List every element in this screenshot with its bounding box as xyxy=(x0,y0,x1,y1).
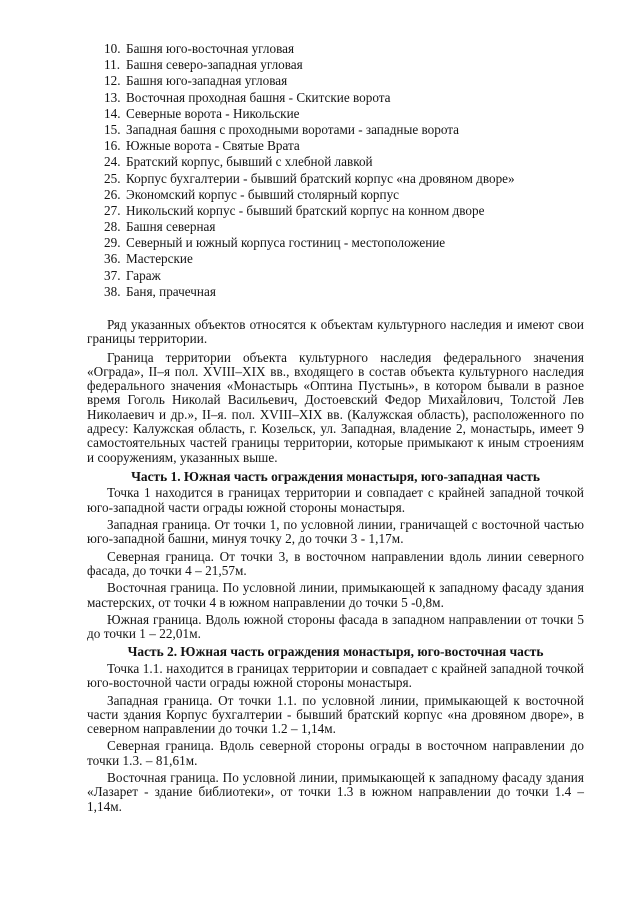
list-item-text: Баня, прачечная xyxy=(126,283,216,299)
list-item xyxy=(104,235,515,251)
list-item-text: Башня юго-восточная угловая xyxy=(126,41,295,56)
list-item-number: 37. xyxy=(104,267,121,283)
list-item-text: Северный и южный корпуса гостиниц - местоположение xyxy=(126,235,446,251)
part2-east-boundary: Восточная граница. По условной линии, примыкающей к западному фасаду здания «Лазарет - здание библиотеки», от точки 1.3 в южном направлении до точки 1.4 – 1,14м. xyxy=(87,770,584,814)
list-item xyxy=(104,90,515,106)
list-item xyxy=(104,138,515,154)
list-item xyxy=(104,219,515,235)
list-item xyxy=(104,41,515,57)
list-item-text: Гараж xyxy=(126,267,161,283)
list-item-text: Башня северо-западная угловая xyxy=(126,57,303,73)
list-item xyxy=(104,251,515,267)
list-item xyxy=(104,203,515,219)
list-item-text: Корпус бухгалтерии - бывший братский корпус «на дровяном дворе» xyxy=(126,170,515,186)
list-item-text: Башня северная xyxy=(126,219,216,235)
intro-paragraph: Ряд указанных объектов относятся к объектам культурного наследия и имеют свои границы территории. xyxy=(87,317,584,347)
part1-point-paragraph: Точка 1 находится в границах территории и совпадает с крайней западной точкой юго-западной части ограды южной стороны монастыря. xyxy=(87,485,584,515)
list-item-number: 10. xyxy=(104,41,121,56)
part1-heading: Часть 1. Южная часть ограждения монастыря, юго-западная часть xyxy=(131,468,540,484)
list-item-text: Братский корпус, бывший с хлебной лавкой xyxy=(126,154,373,170)
list-item xyxy=(104,122,515,138)
list-item-text: Мастерские xyxy=(126,251,193,267)
list-item-number: 24. xyxy=(104,154,121,170)
list-item xyxy=(104,154,515,170)
boundary-paragraph: Граница территории объекта культурного наследия федерального значения «Ограда», II–я пол. XVIII–XIX вв., входящего в состав объекта культурного наследия федерального значения «Монастырь «Оптина Пустынь», в котором бывали в разное время Гоголь Николай Васильевич, Достоевский Федор Михайлович, Толстой Лев Николаевич и др.», II–я. пол. XVIII–XIX вв. (Калужская область), расположенного по адресу: Калужская область, г. Козельск, ул. Западная, владение 2, монастырь, имеет 9 самостоятельных частей границы территории, которые примыкают к иным строениям и сооружениям, указанных выше. xyxy=(87,349,584,465)
list-item-number: 36. xyxy=(104,251,121,267)
list-item-text: Западная башня с проходными воротами - западные ворота xyxy=(126,121,460,137)
document-body xyxy=(87,318,584,817)
part1-west-boundary: Западная граница. От точки 1, по условной линии, граничащей с восточной частью юго-западной башни, минуя точку 2, до точки 3 - 1,17м. xyxy=(87,517,584,547)
list-item-number: 12. xyxy=(104,73,121,89)
list-item-text: Восточная проходная башня - Скитские ворота xyxy=(126,89,391,105)
part2-heading: Часть 2. Южная часть ограждения монастыря, юго-восточная часть xyxy=(127,644,544,660)
part2-point-paragraph: Точка 1.1. находится в границах территории и совпадает с крайней западной точкой юго-восточной части ограды южной стороны монастыря. xyxy=(87,660,584,691)
list-item-text: Северные ворота - Никольские xyxy=(126,105,300,121)
list-item xyxy=(104,57,515,73)
list-item-number: 26. xyxy=(104,186,121,202)
list-item-text: Экономский корпус - бывший столярный корпус xyxy=(126,186,400,202)
list-item xyxy=(104,268,515,284)
object-list xyxy=(104,41,515,300)
part1-south-boundary: Южная граница. Вдоль южной стороны фасада в западном направлении от точки 5 до точки 1 – 22,01м. xyxy=(87,611,584,642)
list-item-number: 11. xyxy=(104,57,120,73)
list-item-text: Южные ворота - Святые Врата xyxy=(126,138,300,154)
list-item-number: 15. xyxy=(104,121,121,137)
list-item xyxy=(104,73,515,89)
list-item-number: 38. xyxy=(104,283,121,299)
list-item xyxy=(104,187,515,203)
part2-north-boundary: Северная граница. Вдоль северной стороны ограды в восточном направлении до точки 1.3. – 81,61м. xyxy=(87,738,584,768)
list-item-number: 16. xyxy=(104,138,121,154)
list-item-number: 13. xyxy=(104,89,121,105)
list-item-number: 27. xyxy=(104,202,121,218)
part1-east-boundary: Восточная граница. По условной линии, примыкающей к западному фасаду здания мастерских, от точки 4 в южном направлении до точки 5 -0,8м. xyxy=(87,580,584,610)
list-item-text: Башня юго-западная угловая xyxy=(126,73,288,89)
list-item-text: Никольский корпус - бывший братский корпус на конном дворе xyxy=(126,202,485,218)
list-item-number: 29. xyxy=(104,235,121,251)
list-item-number: 28. xyxy=(104,219,121,235)
part1-north-boundary: Северная граница. От точки 3, в восточном направлении вдоль линии северного фасада, до точки 4 – 21,57м. xyxy=(87,548,584,578)
list-item xyxy=(104,284,515,300)
list-item xyxy=(104,171,515,187)
part2-west-boundary: Западная граница. От точки 1.1. по условной линии, примыкающей к восточной части здания Корпус бухгалтерии - бывший братский корпус «на дровяном дворе», в северном направлении до точки 1.2 – 1,14м. xyxy=(87,692,584,737)
list-item xyxy=(104,106,515,122)
list-item-number: 25. xyxy=(104,170,121,186)
list-item-number: 14. xyxy=(104,105,121,121)
